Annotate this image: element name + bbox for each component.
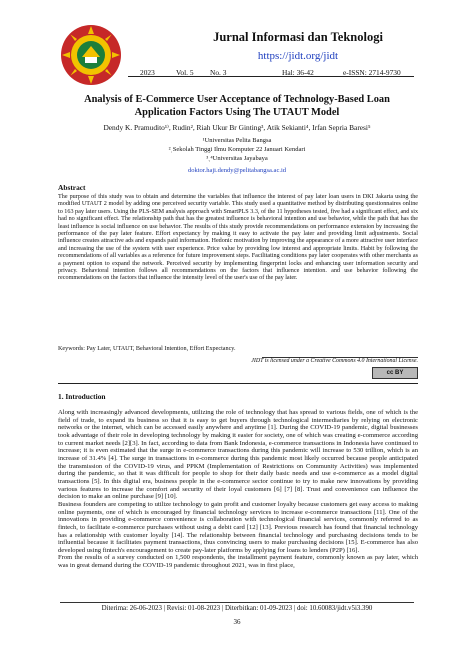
page-number: 36	[233, 618, 241, 626]
paper-title-line2: Application Factors Using The UTAUT Model	[134, 107, 340, 118]
issue-issn: e-ISSN: 2714-9730	[343, 68, 401, 77]
creative-commons-badge[interactable]: cc BY	[372, 367, 418, 379]
introduction-body	[58, 409, 418, 570]
issue-pages: Hal: 36-42	[282, 68, 314, 77]
issue-number: No. 3	[210, 68, 227, 77]
journal-seal-logo	[60, 24, 122, 86]
header-divider	[128, 76, 414, 77]
journal-url-link[interactable]: https://jidt.org/jidt	[257, 50, 339, 62]
issue-volume: Vol. 5	[176, 68, 194, 77]
keywords: Keywords: Pay Later, UTAUT, Behavioral Intention, Effort Expectancy.	[58, 346, 236, 352]
footer-divider	[60, 602, 414, 603]
section-divider	[58, 383, 418, 384]
paper-title-line1: Analysis of E-Commerce User Acceptance of Technology-Based Loan	[84, 94, 390, 105]
abstract-text: The purpose of this study was to obtain and determine the variables that influence the interest of pay later loan users in DKI Jakarta using the modified UTAUT 2 model by adding one perceived security variable. This study used a quantitative method by distributing questionnaires online to 163 pay later users. Using the PLS-SEM analysis approach with SmartPLS 3.3, of the 11 hypotheses tested, five had a significant effect, and six had no significant effect. The relationship path that has the greatest influence is behavioral intention and use behavior, while the path that has the least influence is social influence on use behavior. The results of this study provide recommendations on performance extension by increasing the performance of the pay later feature. Effort expectancy by making it easy to activate the pay later and providing limit adjustments. Social influence creates attractive ads and expands paid information. Hedonic motivation by improving the appearance of a more attractive user interface and increasing the use of the system with user experience. Price value by providing low interest and appropriate limits. Habit by following the recommendations of all variables as a reference for future improvement steps. Facilitating conditions pay later cooperates with other merchants as a payment option to expand the network. Perceived security by implementing fingerprint locks and enhancing user information security and privacy. Behavioral intention follows all recommendations on the factors that influence intention. and use behavior following the recommendations on the factors that influence the intensity level of the user's use of the pay later.	[58, 194, 419, 282]
license-text: JIDT is licensed under a Creative Commons 4.0 International License.	[251, 358, 418, 364]
affiliation-2: ²ˌSekolah Tinggi Ilmu Komputer 22 Januari Kendari	[168, 146, 306, 153]
affiliation-3: ³ˎ⁴Universitas Jayabaya	[206, 155, 268, 162]
intro-paragraph-2: Business founders are competing to utilize technology to gain profit and customer loyalty because customers get easy access to making online payments, one of which is encouraged by financial technology services to increase e-commerce transactions [11]. One of the innovations in providing e-commerce convenience is collaboration with technological financial services, commonly referred to as fintech, to facilitate e-commerce purchases without using a debit card [12] [13]. Previous research has found that financial technology has a relationship with customer loyalty [14]. The relationship between financial technology and purchasing decisions tends to be influential because it facilitates payment transactions, thus convincing users to make purchasing decisions [15]. E-commerce has also developed using fintech's encouragement to create pay-later platforms by applying for loans to lenders (P2P) [16].	[58, 500, 418, 554]
intro-paragraph-1: Along with increasingly advanced developments, utilizing the role of technology that has spread to various fields, one of which is the field of trade, to expand its business so that it is easy to get buyers through technological intermediaries by relying on electronic networks or the internet, which can be accessed easily anywhere and anytime [1]. During the COVID-19 pandemic, digital businesses took advantage of their role in developing technology by making it easier for society, one of which was creating e-commerce according to current market needs [2][3]. In fact, according to data from Bank Indonesia, e-commerce transactions in Indonesia have continued to increase; it is even estimated that the surge in e-commerce transactions during this pandemic will increase to 530 trillion, which is an increase of 31.4% [4]. The surge in transactions in e-commerce during this pandemic most likely occurred because people anticipated the transmission of the COVID-19 virus, and PPKM (Implementation of Restrictions on Community Activities) was implemented during the pandemic, so that it was difficult for people to shop for their daily basic needs and use e-commerce as a model digital transactions [5]. In this digital era, business people in the e-commerce sector continue to try to make new innovations by providing various features to increase the comfort and security of their loyal customers [6] [7] [8]. Trust and convenience can influence the decision to make an online purchase [9] [10].	[58, 409, 418, 501]
paper-title	[52, 93, 422, 119]
issue-year: 2023	[140, 68, 155, 77]
introduction-heading: 1. Introduction	[58, 392, 106, 401]
author-list: Dendy K. Pramudito¹⁾, Rudin², Riah Ukur Br Ginting³, Atik Sekianti⁴, Irfan Sepria Baresi⁵	[103, 123, 371, 132]
intro-paragraph-3: From the results of a survey conducted on 1,500 respondents, the installment payment feature, commonly known as pay later, which was in great demand during the COVID-19 pandemic throughout 2021, was in first place,	[58, 554, 418, 570]
affiliation-1: ¹Universitas Pelita Bangsa	[202, 137, 272, 144]
corresponding-email-link[interactable]: doktor.haji.dendy@pelitabangsa.ac.id	[187, 167, 287, 174]
abstract-heading: Abstract	[58, 183, 86, 192]
journal-title: Jurnal Informasi dan Teknologi	[213, 30, 383, 44]
footer-dates-doi: Diterima: 26-06-2023 | Revisi: 01-08-2023 | Diterbitkan: 01-09-2023 | doi: 10.60083/jidt.v5i3.390	[101, 605, 373, 612]
